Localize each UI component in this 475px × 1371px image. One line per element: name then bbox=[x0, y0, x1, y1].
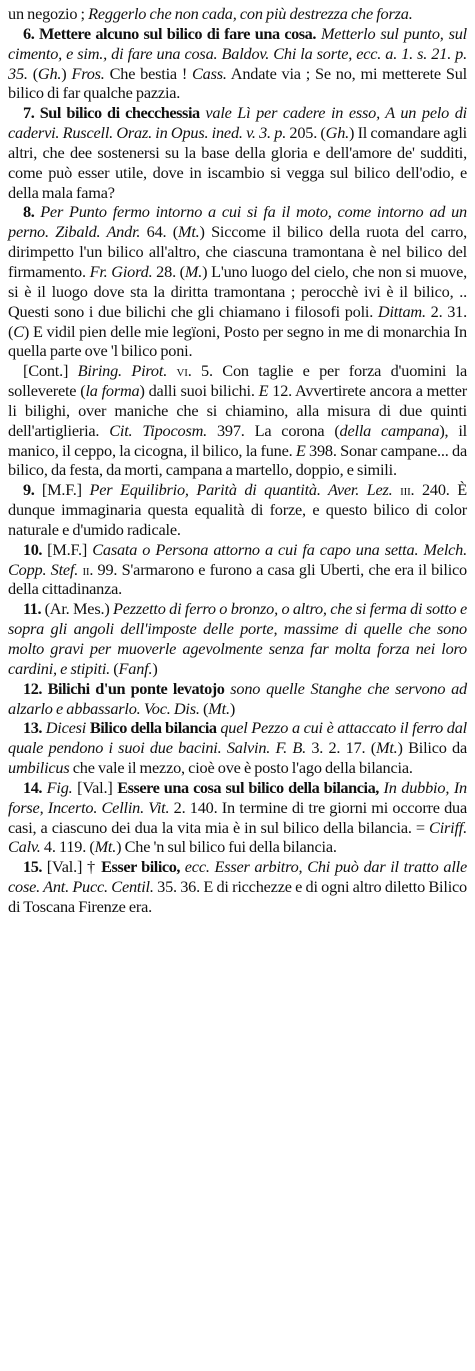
italic-text: quel Pezzo a cui è attaccato il ferro dal quale pendono i suoi due bacini. Salvin. F. B. bbox=[8, 718, 467, 758]
dictionary-sense bbox=[8, 778, 467, 857]
dictionary-sense bbox=[8, 202, 467, 361]
italic-text: Per Punto fermo intorno a cui si fa il moto, come intorno ad un perno. Zibald. Andr. bbox=[8, 202, 467, 242]
italic-text: la forma bbox=[85, 381, 140, 401]
roman-numeral-text: ii bbox=[82, 559, 90, 579]
body-text: 4. 119. ( bbox=[40, 837, 95, 857]
headword-text: 9. bbox=[23, 480, 35, 500]
italic-text: Fr. Giord. bbox=[89, 261, 153, 281]
body-text: [Cont.] bbox=[23, 361, 78, 381]
italic-text: E bbox=[258, 381, 269, 401]
body-text: ) bbox=[229, 698, 236, 718]
italic-text: E bbox=[295, 440, 306, 460]
headword-text: 12. Bilichi d'un ponte levatojo bbox=[23, 678, 225, 698]
body-text: ), il manico, il ceppo, la cicogna, il bilico, la fune. bbox=[8, 420, 467, 460]
italic-text: Per Equilibrio, Parità di quantità. Aver. Lez. bbox=[89, 480, 393, 500]
body-text: Andate via ; Se no, mi metterete Sul bilico di far qualche pazzia. bbox=[8, 63, 467, 103]
dictionary-sense bbox=[8, 540, 467, 600]
body-text: ( bbox=[27, 63, 38, 83]
body-text: [Val.] † bbox=[42, 857, 102, 877]
body-text: 2. 31. ( bbox=[8, 301, 467, 341]
italic-text: Mt. bbox=[208, 698, 230, 718]
body-text: . 240. È dunque immaginaria questa equalità di forze, e questo bilico di color naturale e d'umido radicale. bbox=[8, 480, 467, 539]
italic-text: della campana bbox=[339, 420, 440, 440]
body-text: 64. ( bbox=[140, 222, 178, 242]
italic-text: umbilicus bbox=[8, 758, 70, 778]
dictionary-sense bbox=[8, 361, 467, 480]
italic-text: ecc. Esser arbitro, Chi può dar il tratto alle cose. Ant. Pucc. Centil. bbox=[8, 857, 467, 897]
body-text: ( bbox=[110, 658, 119, 678]
italic-text: Metterlo sul punto, sul cimento, e sim., di fare una cosa. Baldov. Chi la sorte, ecc. a. 1. s. 21. p. 35. bbox=[8, 23, 467, 83]
headword-text: 7. Sul bilico di checchessia bbox=[23, 103, 200, 123]
italic-text: Fanf. bbox=[118, 658, 153, 678]
italic-text: Mt. bbox=[375, 738, 398, 758]
italic-text: In dubbio, In forse, Incerto. Cellin. Vit. bbox=[8, 777, 467, 817]
body-text: [M.F.] bbox=[34, 480, 90, 500]
italic-text: Dittam. bbox=[377, 301, 426, 321]
body-text: Che bestia ! bbox=[104, 63, 193, 83]
italic-text: Biring. Pirot. bbox=[77, 361, 168, 381]
headword-text: 6. Mettere alcuno sul bilico di fare una cosa. bbox=[23, 23, 316, 43]
italic-text: Pezzetto di ferro o bronzo, o altro, che si ferma di sotto e sopra gli angoli dell'imposte delle porte, massime di quelle che sono molto gravi per muoverle agevolmente senza far molta forza nei loro cardini, e stipiti. bbox=[8, 599, 467, 678]
entry-continuation bbox=[8, 4, 467, 24]
body-text: ) bbox=[152, 658, 158, 678]
italic-text: Reggerlo che non cada, con più destrezza che forza. bbox=[88, 4, 413, 23]
body-text: . 99. S'armarono e furono a casa gli Uberti, che era il bilico della cittadinanza. bbox=[8, 559, 467, 599]
headword-text: 15. bbox=[23, 857, 43, 877]
headword-text: 13. bbox=[23, 718, 43, 738]
italic-text: sono quelle Stanghe che servono ad alzarlo e abbassarlo. Voc. Dis. bbox=[8, 678, 467, 718]
body-text: 398. Sonar campane... da bilico, da festa, da morti, campana a martello, doppio, e simili. bbox=[8, 440, 467, 480]
italic-text: Cit. Tipocosm. bbox=[109, 420, 208, 440]
body-text bbox=[167, 361, 176, 380]
body-text: 2. 140. In termine di tre giorni mi occorre dua casi, a ciascuno dei dua la vita mia è in sul bilico della bilancia. = bbox=[8, 797, 467, 837]
body-text: un negozio ; bbox=[8, 4, 89, 23]
body-text: ) E vidil pien delle mie legïoni, Posto per segno in me di monarchia In quella parte ove 'l bilico poni. bbox=[8, 321, 467, 361]
body-text: ) L'uno luogo del cielo, che non si muove, si è il luogo dove sta la diritta tramontana ; perocchè ivi è il bilico, .. Questi sono i due bilichi che gli chiamano i filosofi poli. bbox=[8, 261, 468, 321]
body-text bbox=[393, 480, 401, 499]
body-text: . 5. Con taglie e per forza d'uomini la solleverete ( bbox=[8, 361, 467, 401]
italic-text: C bbox=[13, 321, 24, 341]
body-text: ) bbox=[61, 63, 72, 83]
dictionary-sense bbox=[8, 24, 467, 103]
body-text: ) Che 'n sul bilico fui della bilancia. bbox=[116, 837, 337, 857]
italic-text: Ciriff. Calv. bbox=[8, 817, 467, 857]
roman-numeral-text: iii bbox=[400, 480, 411, 500]
dictionary-sense bbox=[8, 679, 467, 719]
body-text: ( bbox=[199, 698, 209, 718]
body-text: 28. ( bbox=[152, 261, 185, 281]
body-text: che vale il mezzo, cioè ove è posto l'ago della bilancia. bbox=[69, 758, 413, 778]
headword-text: 14. bbox=[23, 777, 43, 797]
headword-text: Esser bilico, bbox=[101, 857, 181, 877]
body-text: 35. 36. E di ricchezze e di ogni altro diletto Bilico di Toscana Firenze era. bbox=[8, 877, 467, 916]
body-text: ) Siccome il bilico della ruota del carro, dirimpetto l'un bilico all'altro, che ciascuna tramontana è nel bilico del firmamento. bbox=[8, 222, 468, 281]
dictionary-sense bbox=[8, 480, 467, 540]
body-text: (Ar. Mes.) bbox=[41, 599, 114, 619]
italic-text: Gh. bbox=[37, 63, 62, 83]
body-text: ) Bilico da bbox=[397, 738, 467, 758]
body-text: [M.F.] bbox=[42, 539, 93, 559]
italic-text: Mt. bbox=[94, 837, 117, 857]
italic-text: Gh. bbox=[325, 123, 350, 143]
headword-text: Bilico della bilancia bbox=[89, 718, 217, 738]
body-text: 205. ( bbox=[286, 123, 326, 143]
italic-text: Casata o Persona attorno a cui fa capo una setta. Melch. Copp. Stef. bbox=[8, 539, 467, 579]
body-text: ) dalli suoi bilichi. bbox=[139, 381, 259, 401]
dictionary-sense bbox=[8, 718, 467, 778]
dictionary-sense bbox=[8, 857, 467, 917]
italic-text: Fros. bbox=[71, 63, 105, 83]
headword-text: Essere una cosa sul bilico della bilancia, bbox=[117, 777, 379, 797]
headword-text: 8. bbox=[23, 202, 35, 222]
italic-text: Cass. bbox=[192, 63, 227, 83]
headword-text: 11. bbox=[23, 599, 42, 619]
headword-text: 10. bbox=[23, 539, 43, 559]
italic-text: Mt. bbox=[177, 222, 200, 242]
italic-text: vale Lì per cadere in esso, A un pelo di cadervi. Ruscell. Oraz. in Opus. ined. v. 3. p. bbox=[8, 103, 468, 143]
italic-text: Fig. bbox=[42, 777, 73, 797]
roman-numeral-text: vi bbox=[176, 361, 188, 381]
dictionary-sense bbox=[8, 599, 467, 678]
body-text: 12. Avvertirete ancora a metter li bilighi, over maniche che si chiamino, alla misura di due quinti dell'artiglieria. bbox=[8, 381, 468, 440]
body-text: 3. 2. 17. ( bbox=[306, 738, 376, 758]
body-text: 397. La corona ( bbox=[207, 420, 340, 440]
body-text: [Val.] bbox=[72, 777, 118, 797]
italic-text: Dicesi bbox=[42, 718, 90, 738]
body-text: ) Il comandare agli altri, che dee sostenersi su la base della gloria e dell'amore de' sudditi, come può esser utile, dove in iscambio si vegga sul bilico dell'odio, e della mala fama? bbox=[8, 123, 467, 202]
dictionary-sense bbox=[8, 103, 467, 202]
italic-text: M. bbox=[184, 261, 203, 281]
